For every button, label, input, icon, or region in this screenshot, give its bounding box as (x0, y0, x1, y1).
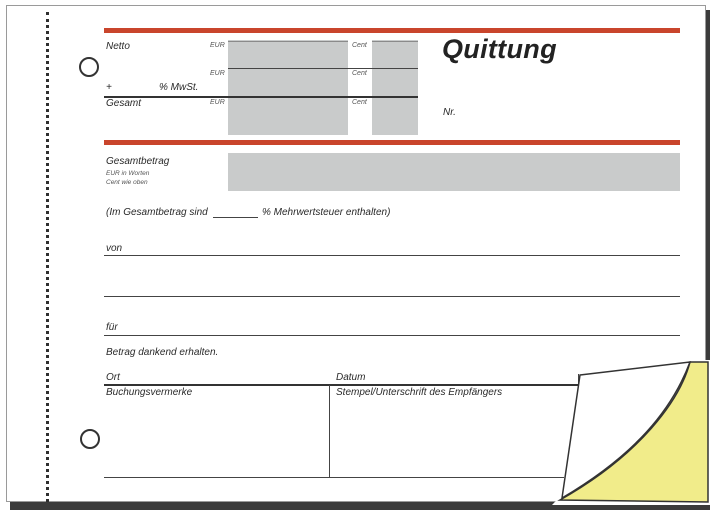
for-label: für (106, 322, 118, 333)
cent-amount-field[interactable] (372, 40, 418, 135)
netto-row-line (228, 68, 418, 69)
from-label: von (106, 243, 123, 254)
thanks-text: Betrag dankend erhalten. (106, 347, 219, 358)
eur-amount-field[interactable] (228, 40, 348, 135)
eur-top-line (228, 41, 348, 42)
from-line-2[interactable] (104, 296, 680, 297)
bottom-line (104, 477, 564, 478)
punch-hole-top (79, 57, 99, 77)
gesamt-cent-label: Cent (352, 99, 367, 106)
vat-label: % MwSt. (159, 82, 199, 93)
total-words-field[interactable] (228, 153, 680, 191)
netto-label: Netto (106, 41, 130, 52)
cent-top-line (372, 41, 418, 42)
vat-note-end: % Mehrwertsteuer enthalten) (262, 207, 391, 218)
gesamt-row-line (104, 96, 418, 98)
receipt-number-label: Nr. (443, 107, 456, 118)
date-label: Datum (336, 372, 366, 383)
punch-hole-bottom (80, 429, 100, 449)
vat-cent-label: Cent (352, 70, 367, 77)
for-line[interactable] (104, 335, 680, 336)
gesamt-label: Gesamt (106, 98, 142, 109)
vat-note-start: (Im Gesamtbetrag sind (106, 207, 208, 218)
page-curl (540, 360, 710, 510)
perforation-line (46, 12, 49, 502)
vat-eur-label: EUR (210, 70, 225, 77)
vat-plus-label: + (106, 82, 112, 93)
signature-label: Stempel/Unterschrift des Empfängers (336, 387, 503, 398)
netto-eur-label: EUR (210, 42, 225, 49)
netto-cent-label: Cent (352, 42, 367, 49)
place-label: Ort (106, 372, 120, 383)
receipt-title: Quittung (442, 34, 557, 64)
total-words-hint: EUR in Worten (106, 170, 150, 177)
middle-red-bar (104, 140, 680, 145)
gesamt-eur-label: EUR (210, 99, 225, 106)
vat-percent-field[interactable] (213, 217, 258, 218)
total-amount-label: Gesamtbetrag (106, 156, 170, 167)
top-red-bar (104, 28, 680, 33)
from-line[interactable] (104, 255, 680, 256)
booking-notes-label: Buchungsvermerke (106, 387, 193, 398)
booking-divider (329, 385, 330, 477)
total-cent-hint: Cent wie oben (106, 179, 148, 186)
